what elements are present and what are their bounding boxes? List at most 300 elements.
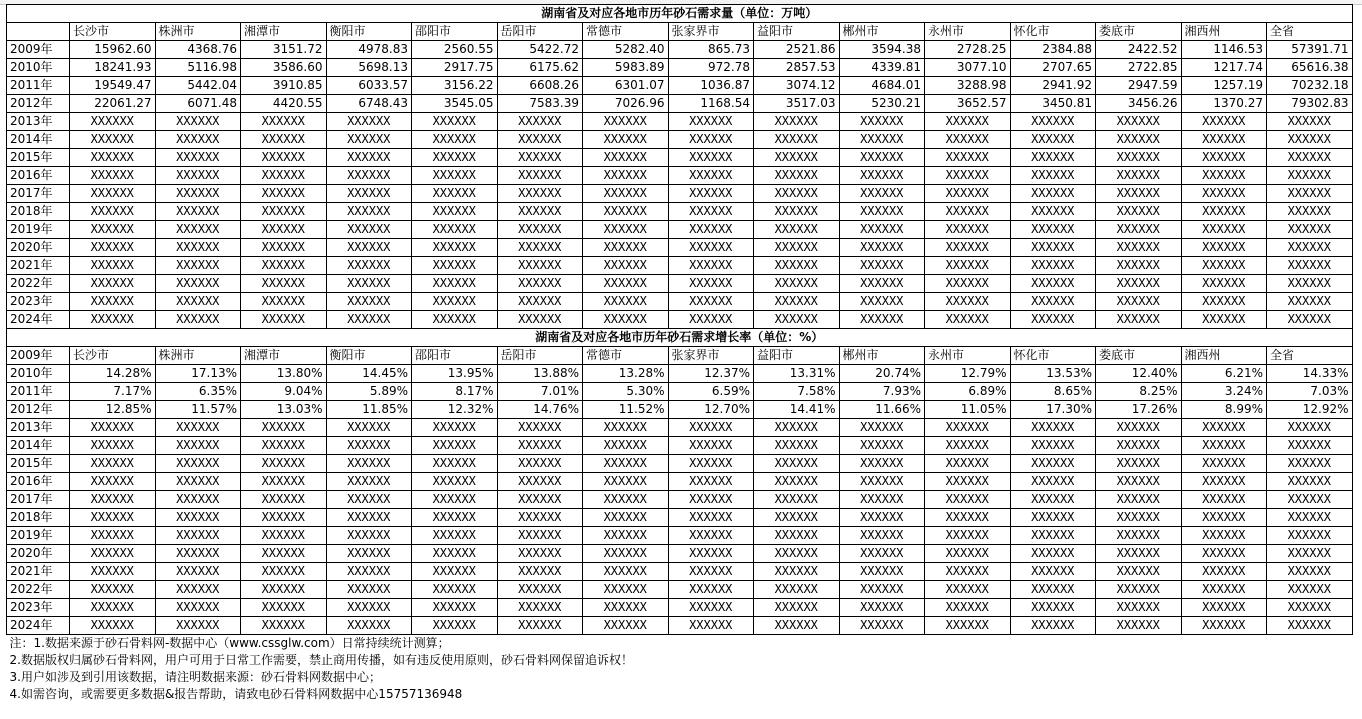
value-cell[interactable]: 57391.71: [1267, 41, 1353, 59]
value-cell[interactable]: XXXXXX: [1267, 221, 1353, 239]
note-line[interactable]: 2.数据版权归属砂石骨料网，用户可用于日常工作需要，禁止商用传播，如有违反使用原则，砂石骨料网保留追诉权！: [9, 653, 633, 667]
value-cell[interactable]: 6071.48: [155, 95, 241, 113]
value-cell[interactable]: XXXXXX: [497, 563, 583, 581]
value-cell[interactable]: XXXXXX: [241, 527, 327, 545]
value-cell[interactable]: XXXXXX: [155, 185, 241, 203]
value-cell[interactable]: 865.73: [668, 41, 754, 59]
value-cell[interactable]: XXXXXX: [70, 491, 156, 509]
value-cell[interactable]: XXXXXX: [412, 599, 498, 617]
growth-table-column-header[interactable]: 益阳市: [754, 347, 840, 365]
value-cell[interactable]: 3517.03: [754, 95, 840, 113]
value-cell[interactable]: XXXXXX: [583, 509, 669, 527]
value-cell[interactable]: XXXXXX: [1181, 455, 1267, 473]
year-cell[interactable]: 2017年: [7, 491, 70, 509]
value-cell[interactable]: XXXXXX: [497, 599, 583, 617]
value-cell[interactable]: XXXXXX: [70, 293, 156, 311]
value-cell[interactable]: XXXXXX: [1267, 527, 1353, 545]
value-cell[interactable]: XXXXXX: [583, 581, 669, 599]
value-cell[interactable]: XXXXXX: [925, 149, 1011, 167]
value-cell[interactable]: 3456.26: [1096, 95, 1182, 113]
year-cell[interactable]: 2021年: [7, 257, 70, 275]
value-cell[interactable]: XXXXXX: [839, 221, 925, 239]
value-cell[interactable]: XXXXXX: [1267, 203, 1353, 221]
value-cell[interactable]: XXXXXX: [1096, 563, 1182, 581]
value-cell[interactable]: XXXXXX: [668, 455, 754, 473]
value-cell[interactable]: 65616.38: [1267, 59, 1353, 77]
value-cell[interactable]: XXXXXX: [155, 545, 241, 563]
value-cell[interactable]: XXXXXX: [1096, 149, 1182, 167]
value-cell[interactable]: XXXXXX: [70, 131, 156, 149]
value-cell[interactable]: XXXXXX: [326, 131, 412, 149]
value-cell[interactable]: XXXXXX: [754, 221, 840, 239]
value-cell[interactable]: XXXXXX: [839, 131, 925, 149]
value-cell[interactable]: XXXXXX: [412, 167, 498, 185]
growth-table-column-header[interactable]: 郴州市: [839, 347, 925, 365]
value-cell[interactable]: XXXXXX: [925, 311, 1011, 329]
note-line[interactable]: 4.如需咨询，或需要更多数据&报告帮助，请致电砂石骨料网数据中心15757136948: [9, 687, 463, 701]
value-cell[interactable]: XXXXXX: [326, 563, 412, 581]
value-cell[interactable]: XXXXXX: [497, 257, 583, 275]
value-cell[interactable]: XXXXXX: [1181, 239, 1267, 257]
value-cell[interactable]: XXXXXX: [1096, 581, 1182, 599]
value-cell[interactable]: XXXXXX: [925, 293, 1011, 311]
value-cell[interactable]: 1370.27: [1181, 95, 1267, 113]
value-cell[interactable]: XXXXXX: [241, 239, 327, 257]
value-cell[interactable]: XXXXXX: [326, 239, 412, 257]
value-cell[interactable]: XXXXXX: [754, 275, 840, 293]
value-cell[interactable]: 2384.88: [1010, 41, 1096, 59]
value-cell[interactable]: XXXXXX: [497, 419, 583, 437]
value-cell[interactable]: XXXXXX: [925, 545, 1011, 563]
value-cell[interactable]: XXXXXX: [412, 617, 498, 635]
value-cell[interactable]: XXXXXX: [583, 131, 669, 149]
value-cell[interactable]: XXXXXX: [412, 311, 498, 329]
value-cell[interactable]: XXXXXX: [1181, 131, 1267, 149]
demand-table-column-header[interactable]: 益阳市: [754, 23, 840, 41]
value-cell[interactable]: XXXXXX: [925, 473, 1011, 491]
value-cell[interactable]: XXXXXX: [1010, 599, 1096, 617]
value-cell[interactable]: XXXXXX: [155, 167, 241, 185]
value-cell[interactable]: XXXXXX: [497, 437, 583, 455]
value-cell[interactable]: XXXXXX: [497, 311, 583, 329]
value-cell[interactable]: XXXXXX: [1096, 131, 1182, 149]
growth-table-title[interactable]: 湖南省及对应各地市历年砂石需求增长率（单位：%）: [7, 329, 1353, 347]
value-cell[interactable]: XXXXXX: [70, 437, 156, 455]
value-cell[interactable]: 972.78: [668, 59, 754, 77]
value-cell[interactable]: 17.26%: [1096, 401, 1182, 419]
value-cell[interactable]: 2422.52: [1096, 41, 1182, 59]
growth-table-column-header[interactable]: 岳阳市: [497, 347, 583, 365]
value-cell[interactable]: XXXXXX: [668, 545, 754, 563]
value-cell[interactable]: XXXXXX: [1181, 203, 1267, 221]
value-cell[interactable]: XXXXXX: [155, 599, 241, 617]
value-cell[interactable]: XXXXXX: [412, 437, 498, 455]
value-cell[interactable]: 5230.21: [839, 95, 925, 113]
value-cell[interactable]: XXXXXX: [412, 257, 498, 275]
value-cell[interactable]: XXXXXX: [839, 419, 925, 437]
value-cell[interactable]: XXXXXX: [754, 491, 840, 509]
value-cell[interactable]: 3077.10: [925, 59, 1011, 77]
value-cell[interactable]: 15962.60: [70, 41, 156, 59]
value-cell[interactable]: XXXXXX: [925, 167, 1011, 185]
value-cell[interactable]: XXXXXX: [1096, 599, 1182, 617]
value-cell[interactable]: XXXXXX: [241, 581, 327, 599]
value-cell[interactable]: XXXXXX: [1096, 275, 1182, 293]
value-cell[interactable]: 7026.96: [583, 95, 669, 113]
growth-table-column-header[interactable]: 永州市: [925, 347, 1011, 365]
value-cell[interactable]: XXXXXX: [412, 275, 498, 293]
value-cell[interactable]: XXXXXX: [839, 599, 925, 617]
value-cell[interactable]: 3545.05: [412, 95, 498, 113]
value-cell[interactable]: XXXXXX: [839, 617, 925, 635]
value-cell[interactable]: XXXXXX: [583, 455, 669, 473]
value-cell[interactable]: XXXXXX: [668, 491, 754, 509]
value-cell[interactable]: XXXXXX: [241, 149, 327, 167]
value-cell[interactable]: XXXXXX: [412, 473, 498, 491]
value-cell[interactable]: XXXXXX: [497, 455, 583, 473]
value-cell[interactable]: XXXXXX: [583, 617, 669, 635]
value-cell[interactable]: XXXXXX: [1267, 545, 1353, 563]
value-cell[interactable]: XXXXXX: [155, 473, 241, 491]
value-cell[interactable]: XXXXXX: [1267, 293, 1353, 311]
value-cell[interactable]: XXXXXX: [925, 239, 1011, 257]
value-cell[interactable]: XXXXXX: [583, 203, 669, 221]
growth-table-column-header[interactable]: 全省: [1267, 347, 1353, 365]
value-cell[interactable]: XXXXXX: [668, 563, 754, 581]
value-cell[interactable]: XXXXXX: [668, 167, 754, 185]
value-cell[interactable]: 5422.72: [497, 41, 583, 59]
value-cell[interactable]: XXXXXX: [583, 113, 669, 131]
value-cell[interactable]: 19549.47: [70, 77, 156, 95]
value-cell[interactable]: 6.35%: [155, 383, 241, 401]
value-cell[interactable]: 4368.76: [155, 41, 241, 59]
value-cell[interactable]: XXXXXX: [70, 455, 156, 473]
value-cell[interactable]: 2941.92: [1010, 77, 1096, 95]
value-cell[interactable]: XXXXXX: [155, 293, 241, 311]
value-cell[interactable]: 1257.19: [1181, 77, 1267, 95]
value-cell[interactable]: 14.33%: [1267, 365, 1353, 383]
value-cell[interactable]: XXXXXX: [155, 131, 241, 149]
year-cell[interactable]: 2013年: [7, 419, 70, 437]
value-cell[interactable]: 12.92%: [1267, 401, 1353, 419]
value-cell[interactable]: XXXXXX: [155, 455, 241, 473]
value-cell[interactable]: 7.17%: [70, 383, 156, 401]
value-cell[interactable]: XXXXXX: [1010, 491, 1096, 509]
value-cell[interactable]: XXXXXX: [1010, 275, 1096, 293]
value-cell[interactable]: XXXXXX: [754, 419, 840, 437]
value-cell[interactable]: XXXXXX: [1010, 221, 1096, 239]
value-cell[interactable]: XXXXXX: [925, 455, 1011, 473]
value-cell[interactable]: XXXXXX: [70, 275, 156, 293]
value-cell[interactable]: XXXXXX: [497, 293, 583, 311]
value-cell[interactable]: XXXXXX: [412, 419, 498, 437]
value-cell[interactable]: XXXXXX: [497, 509, 583, 527]
value-cell[interactable]: XXXXXX: [583, 221, 669, 239]
value-cell[interactable]: XXXXXX: [155, 617, 241, 635]
value-cell[interactable]: XXXXXX: [1181, 527, 1267, 545]
year-cell[interactable]: 2019年: [7, 527, 70, 545]
value-cell[interactable]: XXXXXX: [1267, 149, 1353, 167]
value-cell[interactable]: XXXXXX: [412, 149, 498, 167]
value-cell[interactable]: XXXXXX: [1181, 437, 1267, 455]
year-cell[interactable]: 2023年: [7, 293, 70, 311]
demand-table-column-header[interactable]: 湘潭市: [241, 23, 327, 41]
demand-table-column-header[interactable]: 邵阳市: [412, 23, 498, 41]
value-cell[interactable]: XXXXXX: [497, 581, 583, 599]
value-cell[interactable]: XXXXXX: [1267, 113, 1353, 131]
value-cell[interactable]: XXXXXX: [1267, 167, 1353, 185]
value-cell[interactable]: XXXXXX: [326, 185, 412, 203]
value-cell[interactable]: XXXXXX: [1010, 203, 1096, 221]
value-cell[interactable]: XXXXXX: [925, 113, 1011, 131]
demand-table-corner-cell[interactable]: [7, 23, 70, 41]
value-cell[interactable]: XXXXXX: [583, 599, 669, 617]
demand-table-column-header[interactable]: 张家界市: [668, 23, 754, 41]
value-cell[interactable]: XXXXXX: [925, 563, 1011, 581]
value-cell[interactable]: XXXXXX: [326, 113, 412, 131]
value-cell[interactable]: XXXXXX: [412, 455, 498, 473]
value-cell[interactable]: 1036.87: [668, 77, 754, 95]
value-cell[interactable]: XXXXXX: [155, 275, 241, 293]
value-cell[interactable]: XXXXXX: [1267, 491, 1353, 509]
value-cell[interactable]: XXXXXX: [70, 581, 156, 599]
year-cell[interactable]: 2018年: [7, 203, 70, 221]
value-cell[interactable]: 13.03%: [241, 401, 327, 419]
value-cell[interactable]: 3.24%: [1181, 383, 1267, 401]
value-cell[interactable]: 12.79%: [925, 365, 1011, 383]
value-cell[interactable]: XXXXXX: [1267, 473, 1353, 491]
value-cell[interactable]: 12.37%: [668, 365, 754, 383]
value-cell[interactable]: XXXXXX: [155, 221, 241, 239]
value-cell[interactable]: XXXXXX: [1010, 149, 1096, 167]
value-cell[interactable]: XXXXXX: [839, 473, 925, 491]
value-cell[interactable]: 1146.53: [1181, 41, 1267, 59]
value-cell[interactable]: XXXXXX: [668, 131, 754, 149]
value-cell[interactable]: XXXXXX: [70, 617, 156, 635]
value-cell[interactable]: XXXXXX: [326, 311, 412, 329]
value-cell[interactable]: XXXXXX: [1181, 275, 1267, 293]
value-cell[interactable]: XXXXXX: [583, 473, 669, 491]
value-cell[interactable]: 7.01%: [497, 383, 583, 401]
value-cell[interactable]: XXXXXX: [668, 599, 754, 617]
value-cell[interactable]: XXXXXX: [241, 455, 327, 473]
value-cell[interactable]: XXXXXX: [412, 293, 498, 311]
growth-table-column-header[interactable]: 怀化市: [1010, 347, 1096, 365]
value-cell[interactable]: 13.28%: [583, 365, 669, 383]
value-cell[interactable]: XXXXXX: [1267, 419, 1353, 437]
value-cell[interactable]: 5116.98: [155, 59, 241, 77]
value-cell[interactable]: XXXXXX: [583, 239, 669, 257]
value-cell[interactable]: XXXXXX: [1010, 167, 1096, 185]
year-cell[interactable]: 2012年: [7, 95, 70, 113]
note-line[interactable]: 3.用户如涉及到引用该数据，请注明数据来源：砂石骨料网数据中心；: [9, 670, 381, 684]
growth-table-column-header[interactable]: 娄底市: [1096, 347, 1182, 365]
value-cell[interactable]: XXXXXX: [1267, 617, 1353, 635]
value-cell[interactable]: XXXXXX: [668, 473, 754, 491]
year-cell[interactable]: 2017年: [7, 185, 70, 203]
value-cell[interactable]: 3450.81: [1010, 95, 1096, 113]
value-cell[interactable]: XXXXXX: [1096, 545, 1182, 563]
value-cell[interactable]: XXXXXX: [326, 275, 412, 293]
value-cell[interactable]: XXXXXX: [583, 491, 669, 509]
value-cell[interactable]: XXXXXX: [155, 239, 241, 257]
value-cell[interactable]: 6.21%: [1181, 365, 1267, 383]
demand-table-column-header[interactable]: 怀化市: [1010, 23, 1096, 41]
year-cell[interactable]: 2020年: [7, 545, 70, 563]
value-cell[interactable]: XXXXXX: [241, 545, 327, 563]
value-cell[interactable]: 2722.85: [1096, 59, 1182, 77]
value-cell[interactable]: 20.74%: [839, 365, 925, 383]
value-cell[interactable]: XXXXXX: [70, 239, 156, 257]
value-cell[interactable]: XXXXXX: [754, 437, 840, 455]
value-cell[interactable]: XXXXXX: [241, 185, 327, 203]
value-cell[interactable]: 18241.93: [70, 59, 156, 77]
value-cell[interactable]: XXXXXX: [1181, 293, 1267, 311]
value-cell[interactable]: XXXXXX: [326, 293, 412, 311]
value-cell[interactable]: XXXXXX: [241, 563, 327, 581]
value-cell[interactable]: 3594.38: [839, 41, 925, 59]
value-cell[interactable]: XXXXXX: [412, 113, 498, 131]
value-cell[interactable]: XXXXXX: [754, 545, 840, 563]
value-cell[interactable]: XXXXXX: [155, 203, 241, 221]
value-cell[interactable]: 70232.18: [1267, 77, 1353, 95]
value-cell[interactable]: 6748.43: [326, 95, 412, 113]
growth-table-column-header[interactable]: 长沙市: [70, 347, 156, 365]
value-cell[interactable]: XXXXXX: [839, 167, 925, 185]
value-cell[interactable]: XXXXXX: [241, 473, 327, 491]
value-cell[interactable]: 3652.57: [925, 95, 1011, 113]
value-cell[interactable]: 22061.27: [70, 95, 156, 113]
value-cell[interactable]: XXXXXX: [1010, 527, 1096, 545]
year-cell[interactable]: 2018年: [7, 509, 70, 527]
value-cell[interactable]: XXXXXX: [155, 581, 241, 599]
value-cell[interactable]: XXXXXX: [839, 563, 925, 581]
value-cell[interactable]: XXXXXX: [1010, 509, 1096, 527]
value-cell[interactable]: XXXXXX: [1010, 563, 1096, 581]
value-cell[interactable]: XXXXXX: [1181, 581, 1267, 599]
value-cell[interactable]: XXXXXX: [241, 419, 327, 437]
value-cell[interactable]: XXXXXX: [754, 455, 840, 473]
value-cell[interactable]: XXXXXX: [155, 563, 241, 581]
value-cell[interactable]: 14.76%: [497, 401, 583, 419]
value-cell[interactable]: 1168.54: [668, 95, 754, 113]
value-cell[interactable]: XXXXXX: [497, 203, 583, 221]
value-cell[interactable]: XXXXXX: [70, 419, 156, 437]
value-cell[interactable]: XXXXXX: [1181, 185, 1267, 203]
value-cell[interactable]: XXXXXX: [1010, 419, 1096, 437]
value-cell[interactable]: 4420.55: [241, 95, 327, 113]
growth-table-column-header[interactable]: 张家界市: [668, 347, 754, 365]
value-cell[interactable]: XXXXXX: [70, 545, 156, 563]
demand-table-column-header[interactable]: 常德市: [583, 23, 669, 41]
value-cell[interactable]: XXXXXX: [326, 203, 412, 221]
value-cell[interactable]: XXXXXX: [70, 473, 156, 491]
value-cell[interactable]: XXXXXX: [241, 167, 327, 185]
value-cell[interactable]: XXXXXX: [839, 581, 925, 599]
value-cell[interactable]: 6301.07: [583, 77, 669, 95]
year-cell[interactable]: 2014年: [7, 131, 70, 149]
value-cell[interactable]: XXXXXX: [326, 581, 412, 599]
year-cell[interactable]: 2014年: [7, 437, 70, 455]
value-cell[interactable]: XXXXXX: [583, 527, 669, 545]
value-cell[interactable]: XXXXXX: [412, 131, 498, 149]
year-cell[interactable]: 2024年: [7, 617, 70, 635]
value-cell[interactable]: XXXXXX: [1096, 293, 1182, 311]
year-cell[interactable]: 2013年: [7, 113, 70, 131]
value-cell[interactable]: XXXXXX: [668, 419, 754, 437]
demand-table-column-header[interactable]: 全省: [1267, 23, 1353, 41]
value-cell[interactable]: XXXXXX: [754, 473, 840, 491]
value-cell[interactable]: XXXXXX: [1096, 455, 1182, 473]
value-cell[interactable]: XXXXXX: [70, 563, 156, 581]
value-cell[interactable]: 13.95%: [412, 365, 498, 383]
value-cell[interactable]: XXXXXX: [583, 275, 669, 293]
value-cell[interactable]: XXXXXX: [241, 113, 327, 131]
value-cell[interactable]: XXXXXX: [326, 491, 412, 509]
value-cell[interactable]: XXXXXX: [754, 113, 840, 131]
value-cell[interactable]: XXXXXX: [925, 509, 1011, 527]
value-cell[interactable]: XXXXXX: [839, 491, 925, 509]
year-cell[interactable]: 2016年: [7, 167, 70, 185]
value-cell[interactable]: XXXXXX: [925, 275, 1011, 293]
value-cell[interactable]: XXXXXX: [668, 581, 754, 599]
value-cell[interactable]: 2521.86: [754, 41, 840, 59]
value-cell[interactable]: 6033.57: [326, 77, 412, 95]
value-cell[interactable]: XXXXXX: [241, 437, 327, 455]
value-cell[interactable]: 8.25%: [1096, 383, 1182, 401]
year-cell[interactable]: 2020年: [7, 239, 70, 257]
value-cell[interactable]: XXXXXX: [241, 617, 327, 635]
value-cell[interactable]: XXXXXX: [583, 311, 669, 329]
value-cell[interactable]: XXXXXX: [155, 257, 241, 275]
value-cell[interactable]: 6608.26: [497, 77, 583, 95]
value-cell[interactable]: 14.45%: [326, 365, 412, 383]
value-cell[interactable]: 4684.01: [839, 77, 925, 95]
value-cell[interactable]: XXXXXX: [1096, 527, 1182, 545]
value-cell[interactable]: 3910.85: [241, 77, 327, 95]
value-cell[interactable]: XXXXXX: [1096, 257, 1182, 275]
value-cell[interactable]: XXXXXX: [668, 221, 754, 239]
value-cell[interactable]: XXXXXX: [412, 545, 498, 563]
value-cell[interactable]: XXXXXX: [1010, 473, 1096, 491]
value-cell[interactable]: 3586.60: [241, 59, 327, 77]
value-cell[interactable]: XXXXXX: [497, 527, 583, 545]
value-cell[interactable]: 14.41%: [754, 401, 840, 419]
value-cell[interactable]: XXXXXX: [1181, 617, 1267, 635]
value-cell[interactable]: XXXXXX: [155, 113, 241, 131]
value-cell[interactable]: XXXXXX: [1181, 257, 1267, 275]
value-cell[interactable]: XXXXXX: [839, 311, 925, 329]
value-cell[interactable]: 6.59%: [668, 383, 754, 401]
value-cell[interactable]: 6.89%: [925, 383, 1011, 401]
value-cell[interactable]: XXXXXX: [1181, 563, 1267, 581]
growth-table-column-header[interactable]: 常德市: [583, 347, 669, 365]
value-cell[interactable]: XXXXXX: [925, 131, 1011, 149]
year-cell[interactable]: 2011年: [7, 383, 70, 401]
value-cell[interactable]: 9.04%: [241, 383, 327, 401]
value-cell[interactable]: XXXXXX: [1010, 239, 1096, 257]
value-cell[interactable]: XXXXXX: [839, 239, 925, 257]
year-cell[interactable]: 2022年: [7, 275, 70, 293]
value-cell[interactable]: XXXXXX: [70, 257, 156, 275]
value-cell[interactable]: XXXXXX: [155, 527, 241, 545]
value-cell[interactable]: 5442.04: [155, 77, 241, 95]
value-cell[interactable]: XXXXXX: [70, 509, 156, 527]
value-cell[interactable]: 2947.59: [1096, 77, 1182, 95]
value-cell[interactable]: XXXXXX: [1267, 257, 1353, 275]
value-cell[interactable]: 12.85%: [70, 401, 156, 419]
year-cell[interactable]: 2021年: [7, 563, 70, 581]
